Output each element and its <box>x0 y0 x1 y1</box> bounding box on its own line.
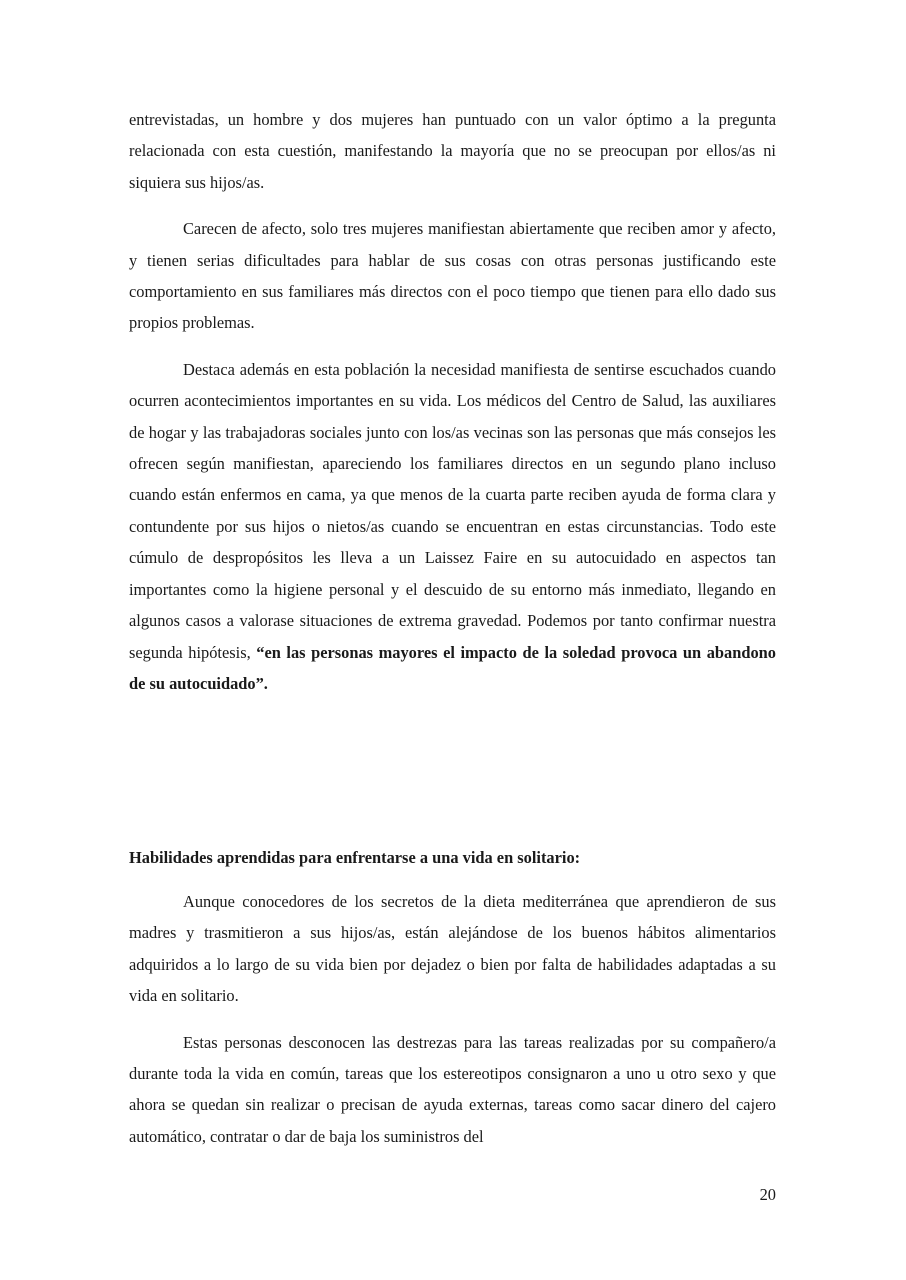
paragraph-affection: Carecen de afecto, solo tres mujeres manifiestan abiertamente que reciben amor y afecto, y tienen serias dificultades para hablar de sus cosas con otras personas justificando este comportamiento en sus familiares más directos con el poco tiempo que tienen para ello dado sus propios problemas. <box>129 219 776 333</box>
paragraph-continuation: entrevistadas, un hombre y dos mujeres han puntuado con un valor óptimo a la pregunta relacionada con esta cuestión, manifestando la mayoría que no se preocupan por ellos/as ni siquiera sus hijos/as. <box>129 110 776 192</box>
section-heading: Habilidades aprendidas para enfrentarse a una vida en solitario: <box>129 848 581 867</box>
body-text-top <box>129 104 776 714</box>
paragraph-diet: Aunque conocedores de los secretos de la dieta mediterránea que aprendieron de sus madres y trasmitieron a sus hijos/as, están alejándose de los buenos hábitos alimentarios adquiridos a lo largo de su vida bien por dejadez o bien por falta de habilidades adaptadas a su vida en solitario. <box>129 892 776 1006</box>
paragraph-skills: Estas personas desconocen las destrezas para las tareas realizadas por su compañero/a durante toda la vida en común, tareas que los estereotipos consignaron a uno u otro sexo y que ahora se quedan sin realizar o precisan de ayuda externas, tareas como sacar dinero del cajero automático, contratar o dar de baja los suministros del <box>129 1032 776 1146</box>
page-number: 20 <box>759 1185 776 1204</box>
body-text-bottom <box>129 886 776 1167</box>
paragraph-hypothesis <box>129 354 776 699</box>
hypothesis-statement: “en las personas mayores el impacto de la soledad provoca un abandono de su autocuidado”. <box>129 642 776 693</box>
paragraph-hypothesis-text: Destaca además en esta población la necesidad manifiesta de sentirse escuchados cuando ocurren acontecimientos importantes en su vida. Los médicos del Centro de Salud, las auxiliares de hogar y las trabajadoras sociales junto con los/as vecinas son las personas que más consejos les ofrecen según manifiestan, apareciendo los familiares directos en un segundo plano incluso cuando están enfermos en cama, ya que menos de la cuarta parte reciben ayuda de forma clara y contundente por sus hijos o nietos/as cuando se encuentran en estas circunstancias. Todo este cúmulo de despropósitos les lleva a un Laissez Faire en su autocuidado en aspectos tan importantes como la higiene personal y el descuido de su entorno más inmediato, llegando en algunos casos a valorase situaciones de extrema gravedad. Podemos por tanto confirmar nuestra segunda hipótesis, <box>129 359 776 662</box>
